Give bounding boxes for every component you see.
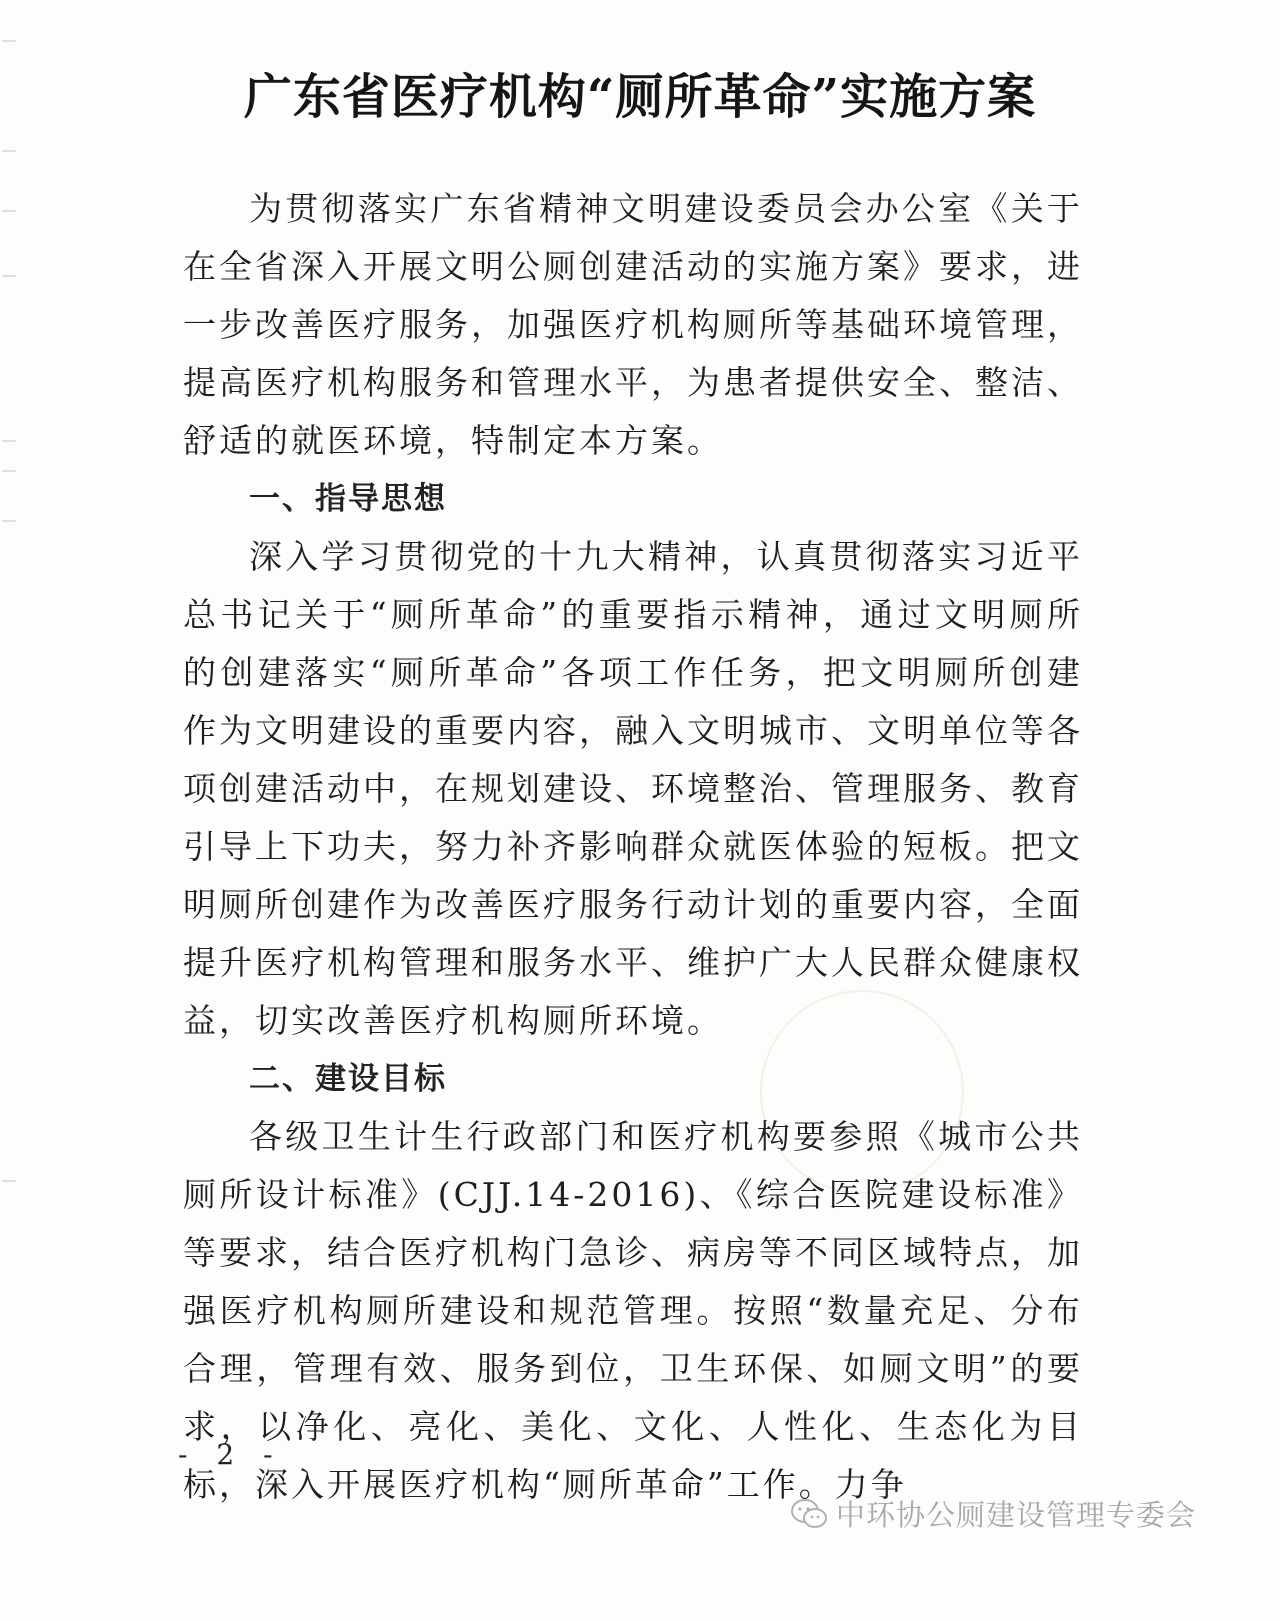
scan-margin-marks — [0, 0, 20, 1621]
wechat-watermark — [790, 1493, 1196, 1534]
section-1-heading: 一、指导思想 — [249, 481, 447, 517]
document-title: 广东省医疗机构“厕所革命”实施方案 — [243, 69, 1037, 125]
section-2-heading: 二、建设目标 — [249, 1061, 447, 1097]
section-1-paragraph: 深入学习贯彻党的十九大精神，认真贯彻落实习近平总书记关于“厕所革命”的重要指示精神，通过文明厕所的创建落实“厕所革命”各项工作任务，把文明厕所创建作为文明建设的重要内容，融入文明城市、文明单位等各项创建活动中，在规划建设、环境整治、管理服务、教育引导上下功夫，努力补齐影响群众就医体验的短板。把文明厕所创建作为改善医疗服务行动计划的重要内容，全面提升医疗机构管理和服务水平、维护广大人民群众健康权益，切实改善医疗机构厕所环境。 — [183, 537, 1083, 1040]
wechat-icon — [790, 1498, 828, 1530]
page-number: - 2 - — [178, 1438, 283, 1471]
document-body — [183, 180, 1083, 1514]
section-2-paragraph: 各级卫生计生行政部门和医疗机构要参照《城市公共厕所设计标准》(CJJ.14-2016)、《综合医院建设标准》等要求，结合医疗机构门急诊、病房等不同区域特点，加强医疗机构厕所建设和规范管理。按照“数量充足、分布合理，管理有效、服务到位，卫生环保、如厕文明”的要求，以净化、亮化、美化、文化、人性化、生态化为目标，深入开展医疗机构“厕所革命”工作。力争 — [183, 1117, 1083, 1504]
intro-paragraph: 为贯彻落实广东省精神文明建设委员会办公室《关于在全省深入开展文明公厕创建活动的实施方案》要求，进一步改善医疗服务，加强医疗机构厕所等基础环境管理，提高医疗机构服务和管理水平，为患者提供安全、整洁、舒适的就医环境，特制定本方案。 — [183, 189, 1083, 460]
watermark-text: 中环协公厕建设管理专委会 — [836, 1498, 1197, 1532]
